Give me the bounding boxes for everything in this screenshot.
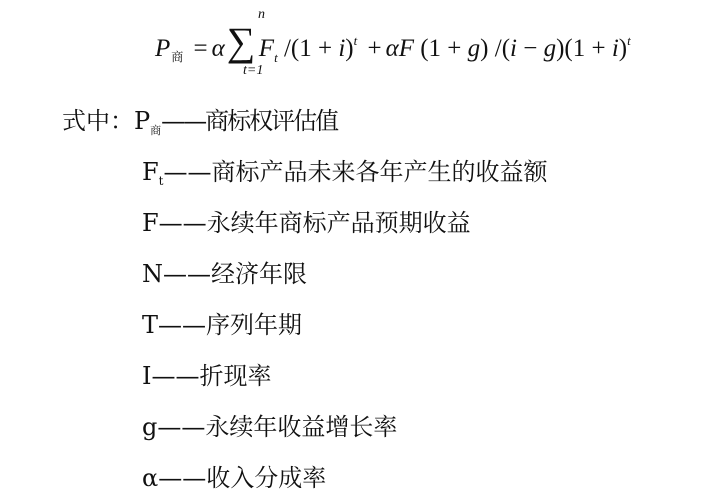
legend-item-symbol: F xyxy=(142,158,159,186)
legend-item-desc: ——折现率 xyxy=(151,362,272,390)
legend-item xyxy=(142,259,307,289)
legend-first-desc: ——商标权评估值 xyxy=(161,107,338,135)
legend-item-desc: ——经济年限 xyxy=(163,260,307,288)
formula-plus: + xyxy=(367,35,382,62)
legend-item xyxy=(142,208,471,238)
legend-item-symbol: F xyxy=(142,209,159,237)
formula-i3: i xyxy=(611,35,619,62)
legend-item xyxy=(142,412,397,442)
formula-close1: ) xyxy=(345,35,354,62)
formula-lhs-symbol: P xyxy=(155,35,171,62)
formula-alpha: α xyxy=(211,35,225,62)
sum-upper-limit: n xyxy=(258,7,265,22)
formula-main-row xyxy=(155,19,631,65)
formula-minus: − xyxy=(516,35,544,62)
legend-item-desc: ——收入分成率 xyxy=(158,464,327,492)
formula-g2: g xyxy=(543,35,557,62)
legend-item-symbol: I xyxy=(142,362,152,390)
formula-paren-open: (1 + xyxy=(413,35,468,62)
legend-item-symbol: α xyxy=(142,464,159,492)
legend-first-subscript: 商 xyxy=(150,124,162,137)
formula-paren-mid: )(1 + xyxy=(556,35,612,62)
legend-lead-label: 式中： xyxy=(62,107,134,135)
legend-item-symbol: N xyxy=(142,260,163,288)
valuation-formula xyxy=(155,8,675,88)
legend-first-symbol: P xyxy=(134,107,151,135)
formula-divide1: /(1 + xyxy=(283,35,339,62)
formula-lhs-subscript: 商 xyxy=(171,50,184,64)
formula-equals: = xyxy=(193,35,208,62)
legend-item xyxy=(142,463,326,493)
legend-item-desc: ——永续年商标产品预期收益 xyxy=(158,209,471,237)
legend-item-subscript: t xyxy=(158,174,164,188)
legend-item xyxy=(142,157,547,191)
formula-alpha2: α xyxy=(385,35,399,62)
formula-F2: F xyxy=(398,35,414,62)
legend-item-desc: ——序列年期 xyxy=(158,311,303,339)
legend-item-symbol: g xyxy=(142,413,158,441)
formula-exp-t: t xyxy=(353,33,358,48)
formula-i2: i xyxy=(510,35,517,62)
legend-item xyxy=(142,310,302,340)
legend-item-symbol: T xyxy=(142,311,159,339)
formula-close3: ) xyxy=(618,35,628,62)
summation-sign: ∑ xyxy=(226,19,256,64)
legend-item xyxy=(142,361,271,391)
legend-item-desc: ——商标产品未来各年产生的收益额 xyxy=(163,158,548,186)
formula-i: i xyxy=(338,35,346,62)
sum-lower-limit: t=1 xyxy=(243,63,264,78)
legend-item-desc: ——永续年收益增长率 xyxy=(157,413,398,441)
formula-term1-symbol: F xyxy=(258,35,275,62)
formula-exp-t2: t xyxy=(627,33,631,48)
formula-g: g xyxy=(467,35,481,62)
legend-first-line xyxy=(62,106,337,141)
formula-term1-subscript: t xyxy=(274,50,278,65)
formula-divide2: ) /( xyxy=(480,35,511,62)
